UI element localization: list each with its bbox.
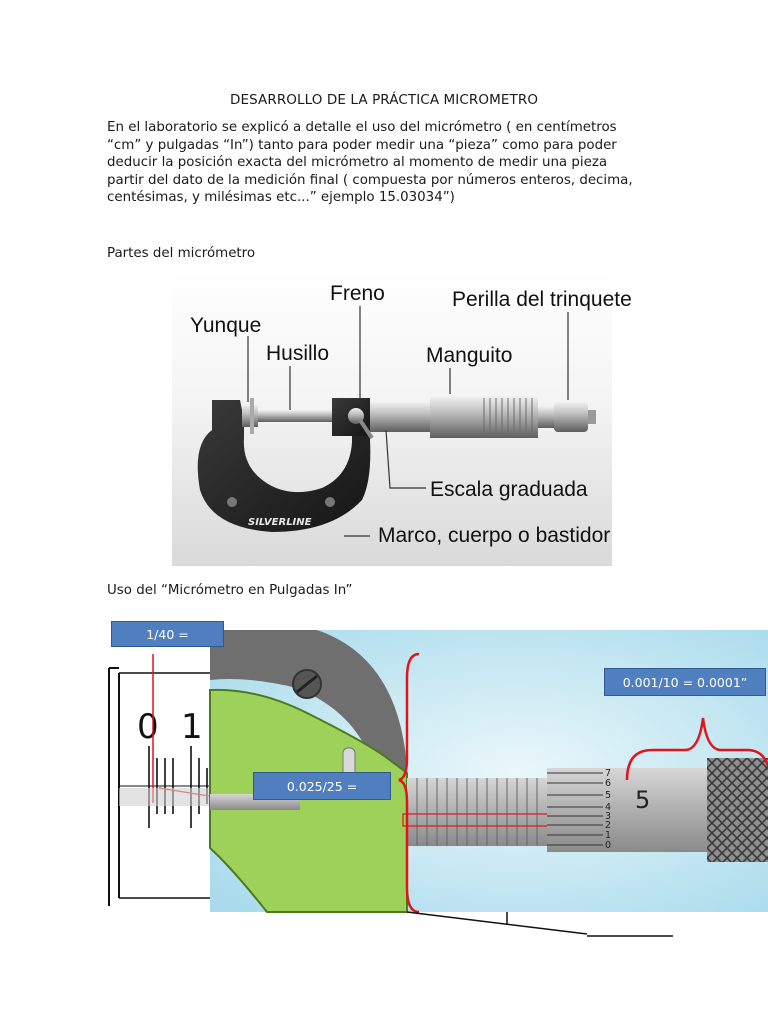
section-heading-usage: Uso del “Micrómetro en Pulgadas In” — [107, 583, 353, 598]
vernier-number: 5 — [605, 790, 612, 801]
section-heading-parts: Partes del micrómetro — [107, 246, 256, 261]
thimble-knurl — [707, 758, 768, 862]
inch-micrometer-diagram — [107, 618, 768, 940]
ratchet-end — [588, 410, 596, 424]
sleeve-digit: 1 — [181, 707, 203, 747]
label-husillo: Husillo — [266, 342, 330, 365]
frame-rivet — [325, 497, 335, 507]
ratchet-knob — [554, 402, 588, 432]
intro-paragraph — [107, 119, 667, 207]
frame-rivet — [227, 497, 237, 507]
base-line — [407, 912, 587, 934]
vernier-number: 4 — [605, 802, 612, 813]
anvil-face — [250, 398, 254, 434]
paragraph-line: centésimas, y milésimas etc...” ejemplo 15.03034”) — [107, 190, 455, 206]
zoomed-sleeve-scale — [109, 654, 219, 906]
label-perilla: Perilla del trinquete — [452, 288, 632, 311]
thimble — [547, 768, 707, 852]
label-freno: Freno — [330, 282, 385, 305]
thimble-number: 5 — [635, 786, 651, 814]
thimble-knurl — [480, 396, 538, 438]
paragraph-line: En el laboratorio se explicó a detalle el uso del micrómetro ( en centímetros — [107, 120, 617, 135]
vernier-number: 3 — [605, 811, 612, 822]
sleeve-digit: 0 — [137, 707, 159, 747]
micrometer-parts-figure — [172, 270, 632, 566]
ratchet-neck — [538, 406, 554, 428]
label-marco: Marco, cuerpo o bastidor — [378, 524, 611, 547]
vernier-number: 7 — [605, 768, 612, 779]
callout-1-40: 1/40 = — [111, 621, 224, 647]
brand-logo-text: SILVERLINE — [248, 517, 312, 528]
sleeve — [370, 402, 430, 432]
spindle — [258, 410, 338, 422]
label-yunque: Yunque — [190, 314, 262, 337]
label-manguito: Manguito — [426, 344, 513, 367]
callout-0001: 0.001/10 = 0.0001” — [604, 668, 766, 696]
paragraph-line: partir del dato de la medición final ( compuesta por números enteros, decima, — [107, 172, 633, 188]
vernier-number: 0 — [605, 840, 612, 851]
document-title: DESARROLLO DE LA PRÁCTICA MICROMETRO — [229, 92, 539, 108]
vernier-number: 6 — [605, 778, 612, 789]
paragraph-line: “cm” y pulgadas “In”) tanto para poder medir una “pieza” como para poder — [107, 137, 617, 153]
paragraph-line: deducir la posición exacta del micrómetro al momento de medir una pieza — [107, 155, 608, 171]
vernier-number: 2 — [605, 820, 612, 831]
label-escala: Escala graduada — [430, 478, 588, 501]
thimble — [430, 396, 480, 438]
callout-0025: 0.025/25 = — [253, 772, 391, 800]
vernier-number: 1 — [605, 830, 612, 841]
